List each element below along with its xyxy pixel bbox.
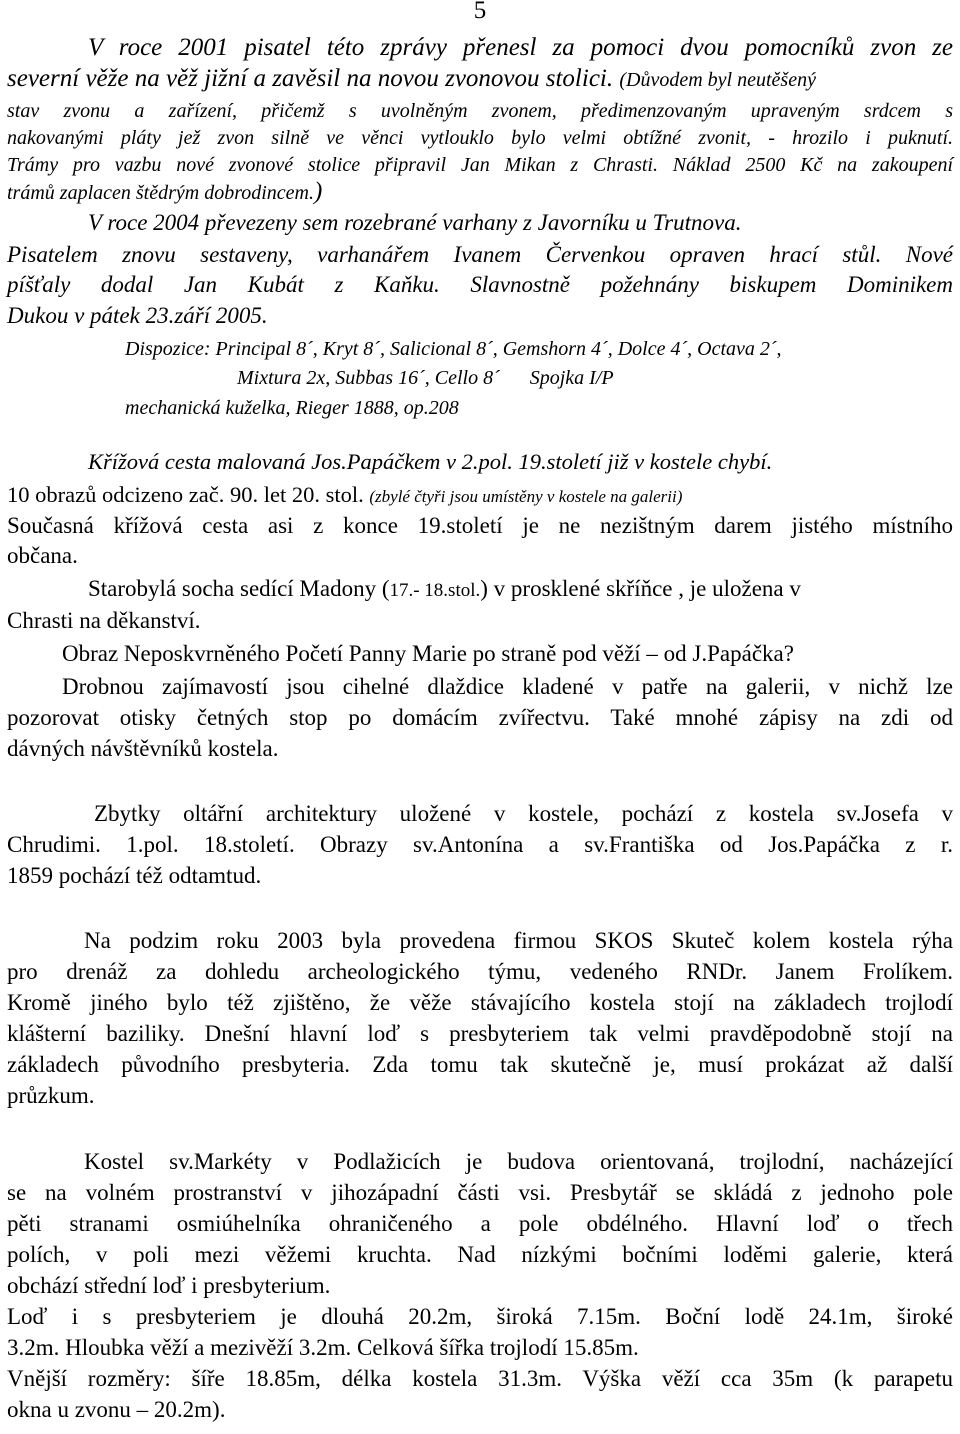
- text-line: obchází střední loď i presbyterium.: [7, 1273, 331, 1298]
- text-line: průzkum.: [7, 1083, 95, 1108]
- text-line: Chrasti na děkanství.: [7, 608, 201, 633]
- text-line: 10 obrazů odcizeno zač. 90. let 20. stol. (zbylé čtyři jsou umístěny v kostele na galerii): [7, 482, 683, 507]
- organ-disposition-line: Dispozice: Principal 8´, Kryt 8´, Salicional 8´, Gemshorn 4´, Dolce 4´, Octava 2´,: [125, 338, 782, 360]
- text-line: se na volném prostranství v jihozápadní části vsi. Presbytář se skládá z jednoho pole: [7, 1180, 953, 1205]
- text-line: Zbytky oltářní architektury uložené v kostele, pochází z kostela sv.Josefa v: [94, 801, 953, 826]
- text-line: Drobnou zajímavostí jsou cihelné dlaždice kladené v patře na galerii, v nichž lze: [62, 674, 953, 699]
- organ-disposition-line: mechanická kuželka, Rieger 1888, op.208: [125, 397, 459, 419]
- text-line: pro drenáž za dohledu archeologického týmu, vedeného RNDr. Janem Frolíkem.: [7, 959, 953, 984]
- text-line: Vnější rozměry: šíře 18.85m, délka kostela 31.3m. Výška věží cca 35m (k parapetu: [7, 1366, 953, 1391]
- text-line: V roce 2004 převezeny sem rozebrané varhany z Javorníku u Trutnova.: [88, 210, 742, 235]
- page-number: 5: [473, 0, 487, 24]
- text-line: Loď i s presbyteriem je dlouhá 20.2m, široká 7.15m. Boční lodě 24.1m, široké: [7, 1304, 953, 1329]
- text-line: základech původního presbyteria. Zda tomu tak skutečně je, musí prokázat až další: [7, 1052, 953, 1077]
- text-line: nakovanými pláty jež zvon silně ve věnci vytlouklo bylo velmi obtížné zvonit, - hrozilo i puknutí.: [7, 127, 953, 149]
- text-line: Kromě jiného bylo též zjištěno, že věže stávajícího kostela stojí na základech trojlodí: [7, 990, 953, 1015]
- text-line: klášterní baziliky. Dnešní hlavní loď s presbyteriem tak velmi pravděpodobně stojí na: [7, 1021, 953, 1046]
- text-line: severní věže na věž jižní a zavěsil na novou zvonovou stolici. (Důvodem byl neutěšený: [7, 65, 816, 92]
- text-line: Křížová cesta malovaná Jos.Papáčkem v 2.pol. 19.století již v kostele chybí.: [88, 449, 773, 474]
- text-line: občana.: [7, 543, 78, 568]
- text-line: Na podzim roku 2003 byla provedena firmou SKOS Skuteč kolem kostela rýha: [84, 928, 953, 953]
- text-line: Současná křížová cesta asi z konce 19.století je ne nezištným darem jistého místního: [7, 513, 953, 538]
- text-line: stav zvonu a zařízení, přičemž s uvolněným zvonem, předimenzovaným upraveným srdcem s: [7, 100, 953, 122]
- text-line: pozorovat otisky četných stop po domácím zvířectvu. Také mnohé zápisy na zdi od: [7, 705, 953, 730]
- text-line: 3.2m. Hloubka věží a mezivěží 3.2m. Celková šířka trojlodí 15.85m.: [7, 1335, 639, 1360]
- text-line: pěti stranami osmiúhelníka ohraničeného a pole obdélného. Hlavní loď o třech: [7, 1211, 953, 1236]
- text-line: polích, v poli mezi věžemi kruchta. Nad nízkými bočními loděmi galerie, která: [7, 1242, 953, 1267]
- text-line: trámů zaplacen štědrým dobrodincem.): [7, 178, 323, 205]
- text-line: Starobylá socha sedící Madony (17.- 18.stol.) v prosklené skříňce , je uložena v: [88, 576, 801, 601]
- text-line: 1859 pochází též odtamtud.: [7, 863, 262, 888]
- text-line: píšťaly dodal Jan Kubát z Kaňku. Slavnostně požehnány biskupem Dominikem: [7, 272, 953, 297]
- text-line: Obraz Neposkvrněného Početí Panny Marie po straně pod věží – od J.Papáčka?: [62, 641, 794, 666]
- text-line: Trámy pro vazbu nové zvonové stolice připravil Jan Mikan z Chrasti. Náklad 2500 Kč na zakoupení: [7, 154, 953, 176]
- text-line: Dukou v pátek 23.září 2005.: [7, 303, 268, 328]
- text-line: Chrudimi. 1.pol. 18.století. Obrazy sv.Antonína a sv.Františka od Jos.Papáčka z r.: [7, 832, 953, 857]
- text-line: Pisatelem znovu sestaveny, varhanářem Ivanem Červenkou opraven hrací stůl. Nové: [7, 242, 953, 267]
- text-line: okna u zvonu – 20.2m).: [7, 1397, 226, 1422]
- text-line: Kostel sv.Markéty v Podlažicích je budova orientovaná, trojlodní, nacházející: [84, 1149, 953, 1174]
- text-line: V roce 2001 pisatel této zprávy přenesl za pomoci dvou pomocníků zvon ze: [88, 34, 953, 61]
- text-line: dávných návštěvníků kostela.: [7, 736, 279, 761]
- organ-disposition-line: Mixtura 2x, Subbas 16´, Cello 8´ Spojka I/P: [237, 367, 614, 389]
